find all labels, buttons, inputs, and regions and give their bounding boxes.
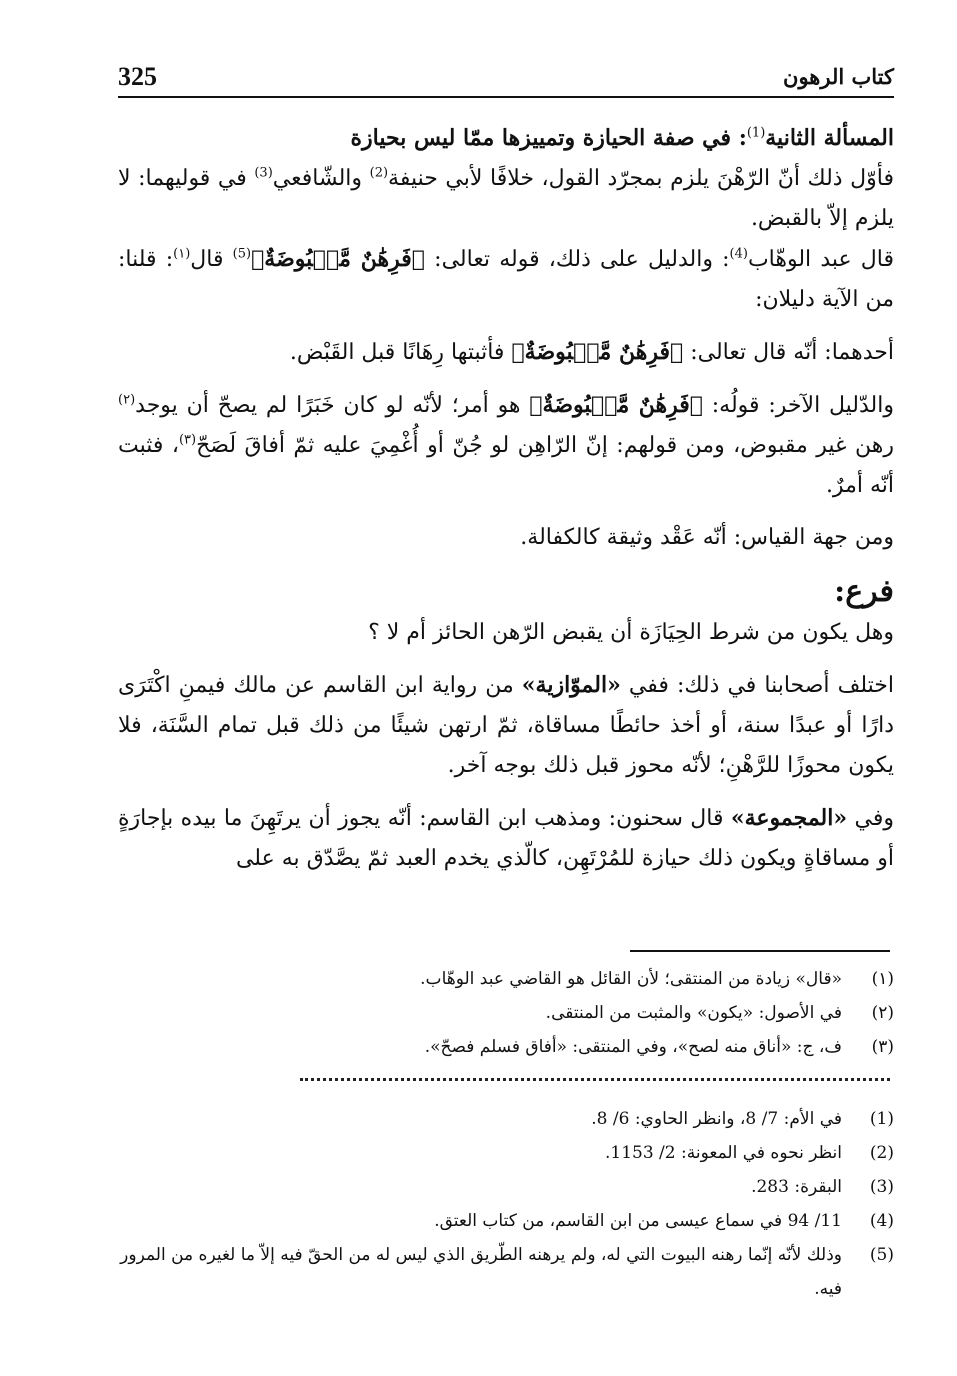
footnote-number: (٣) — [871, 1037, 894, 1057]
footnote-text: وذلك لأنّه إنّما رهنه البيوت التي له، ولم يرهنه الطّريق الذي ليس له من الحقّ فيه إلاّ ما لغيره من المرور فيه. — [120, 1245, 842, 1299]
paragraph — [118, 159, 894, 239]
paragraph — [118, 239, 894, 320]
footnote-number: (2) — [869, 1143, 894, 1163]
section-heading: فرع: — [834, 574, 894, 609]
text-run: والدّليل الآخر: قولُه: — [702, 393, 894, 418]
text-run: من رواية ابن القاسم عن مالك فيمنِ اكْتَرَى دارًا أو عبدًا سنة، أو أخذ حائطًا مساقاة، ثمّ ارتهن شيئًا من ذلك قبل تمام السَّنَة، فلا يكون محوزًا للرَّهْنِ؛ لأنّه محوز قبل ذلك بوجه آخر. — [118, 673, 894, 778]
header-rule — [118, 96, 894, 98]
text-run: هو أمر؛ لأنّه لو كان خَبَرًا لم يصحّ أن يوجد — [135, 393, 530, 418]
footnote-ref: (5) — [232, 246, 252, 262]
text-run: وفي — [847, 806, 894, 831]
footnote-ref: (٣) — [178, 432, 197, 448]
text-run: اختلف أصحابنا في ذلك: ففي — [620, 673, 894, 698]
quran-quote: ﴿فَرِهَٰنٌ مَّقۡبُوضَةٌ﴾ — [529, 392, 703, 418]
book-title: «المجموعة» — [730, 805, 848, 831]
footnote-number: (1) — [869, 1109, 894, 1129]
paragraph: وهل يكون من شرط الحِيَازَة أن يقبض الرّهن الحائز أم لا ؟ — [368, 620, 894, 645]
footnote-text: انظر نحوه في المعونة: 2/ 1153. — [604, 1143, 842, 1163]
footnote-ref: (4) — [729, 246, 748, 262]
book-title: «الموّازية» — [521, 672, 621, 698]
paragraph — [118, 332, 894, 373]
text-run: أحدهما: أنّه قال تعالى: — [683, 340, 894, 365]
running-title: كتاب الرهون — [783, 64, 894, 89]
footnote-ref: (٢) — [118, 392, 136, 408]
text-run: فأوّل ذلك أنّ الرّهْنَ يلزم بمجرّد القول، خلافًا لأبي حنيفة — [388, 166, 895, 191]
source-footnotes — [118, 1102, 894, 1306]
editor-footnotes — [118, 962, 894, 1064]
footnote-text: البقرة: 283. — [751, 1177, 842, 1197]
footnote-text: في الأم: 7/ 8، وانظر الحاوي: 6/ 8. — [591, 1109, 842, 1129]
dotted-separator — [300, 1078, 890, 1081]
footnote — [118, 1204, 894, 1238]
footnote-number: (4) — [869, 1211, 894, 1231]
paragraph-issue-title — [118, 118, 894, 159]
footnote — [118, 1136, 894, 1170]
issue-label: المسألة الثانية — [765, 125, 894, 151]
text-run: رهن غير مقبوض، ومن قولهم: إنّ الرّاهِن لو جُنّ أو أُغْمِيَ عليه ثمّ أفاقَ لَصَحّ — [196, 433, 894, 458]
paragraph — [118, 665, 894, 786]
text-run: : والدليل على ذلك، قوله تعالى: — [425, 247, 730, 272]
paragraph: ومن جهة القياس: أنّه عَقْد وثيقة كالكفالة. — [520, 525, 894, 550]
paragraph — [118, 798, 894, 879]
footnote-number: (5) — [869, 1245, 894, 1265]
footnote-text: 11/ 94 في سماع عيسى من ابن القاسم، من كتاب العتق. — [434, 1211, 842, 1231]
quran-quote: ﴿فَرِهَٰنٌ مَّقۡبُوضَةٌ﴾ — [251, 246, 425, 272]
footnote — [118, 1030, 894, 1064]
footnote-separator — [630, 950, 890, 952]
text-run: قال عبد الوهّاب — [747, 247, 895, 272]
main-text — [118, 118, 894, 879]
footnote-text: في الأصول: «يكون» والمثبت من المنتقى. — [545, 1003, 842, 1023]
text-run: قال — [190, 247, 233, 272]
footnote-text: «قال» زيادة من المنتقى؛ لأن القائل هو القاضي عبد الوهّاب. — [420, 969, 842, 989]
quran-quote: ﴿فَرِهَٰنٌ مَّقۡبُوضَةٌ﴾ — [511, 339, 684, 365]
text-run: فأثبتها رِهَانًا قبل القَبْض. — [289, 340, 512, 365]
footnote-number: (3) — [869, 1177, 894, 1197]
footnote — [118, 1170, 894, 1204]
footnote — [118, 996, 894, 1030]
page-header — [118, 56, 894, 96]
footnote — [118, 962, 894, 996]
text-run: : قلنا: من الآية دليلان: — [118, 247, 894, 312]
footnote-ref: (2) — [369, 165, 389, 181]
issue-title-text: : في صفة الحيازة وتمييزها ممّا ليس بحيازة — [350, 125, 747, 151]
page-number: 325 — [118, 62, 157, 91]
paragraph — [118, 385, 894, 506]
footnote — [118, 1102, 894, 1136]
text-run: ، فثبت أنّه أمرٌ. — [118, 433, 894, 498]
footnote-number: (١) — [871, 969, 894, 989]
text-run: قال سحنون: ومذهب ابن القاسم: أنّه يجوز أن يرتَهِنَ ما بيده بإجارَةٍ أو مساقاةٍ ويكون ذلك حيازة للمُرْتَهِن، كالّذي يخدم العبد ثمّ يصَّدّق به على — [118, 806, 894, 871]
footnote-ref: (3) — [254, 165, 273, 181]
footnote-ref: (١) — [173, 246, 191, 262]
footnote — [118, 1238, 894, 1306]
text-run: في قوليهما: لا يلزم إلاّ بالقبض. — [118, 166, 894, 231]
footnote-ref: (1) — [746, 125, 766, 141]
text-run: والشّافعي — [272, 166, 370, 191]
footnote-text: ف، ج: «أناق منه لصح»، وفي المنتقى: «أفاق فسلم فصحّ». — [424, 1037, 842, 1057]
footnote-number: (٢) — [871, 1003, 894, 1023]
